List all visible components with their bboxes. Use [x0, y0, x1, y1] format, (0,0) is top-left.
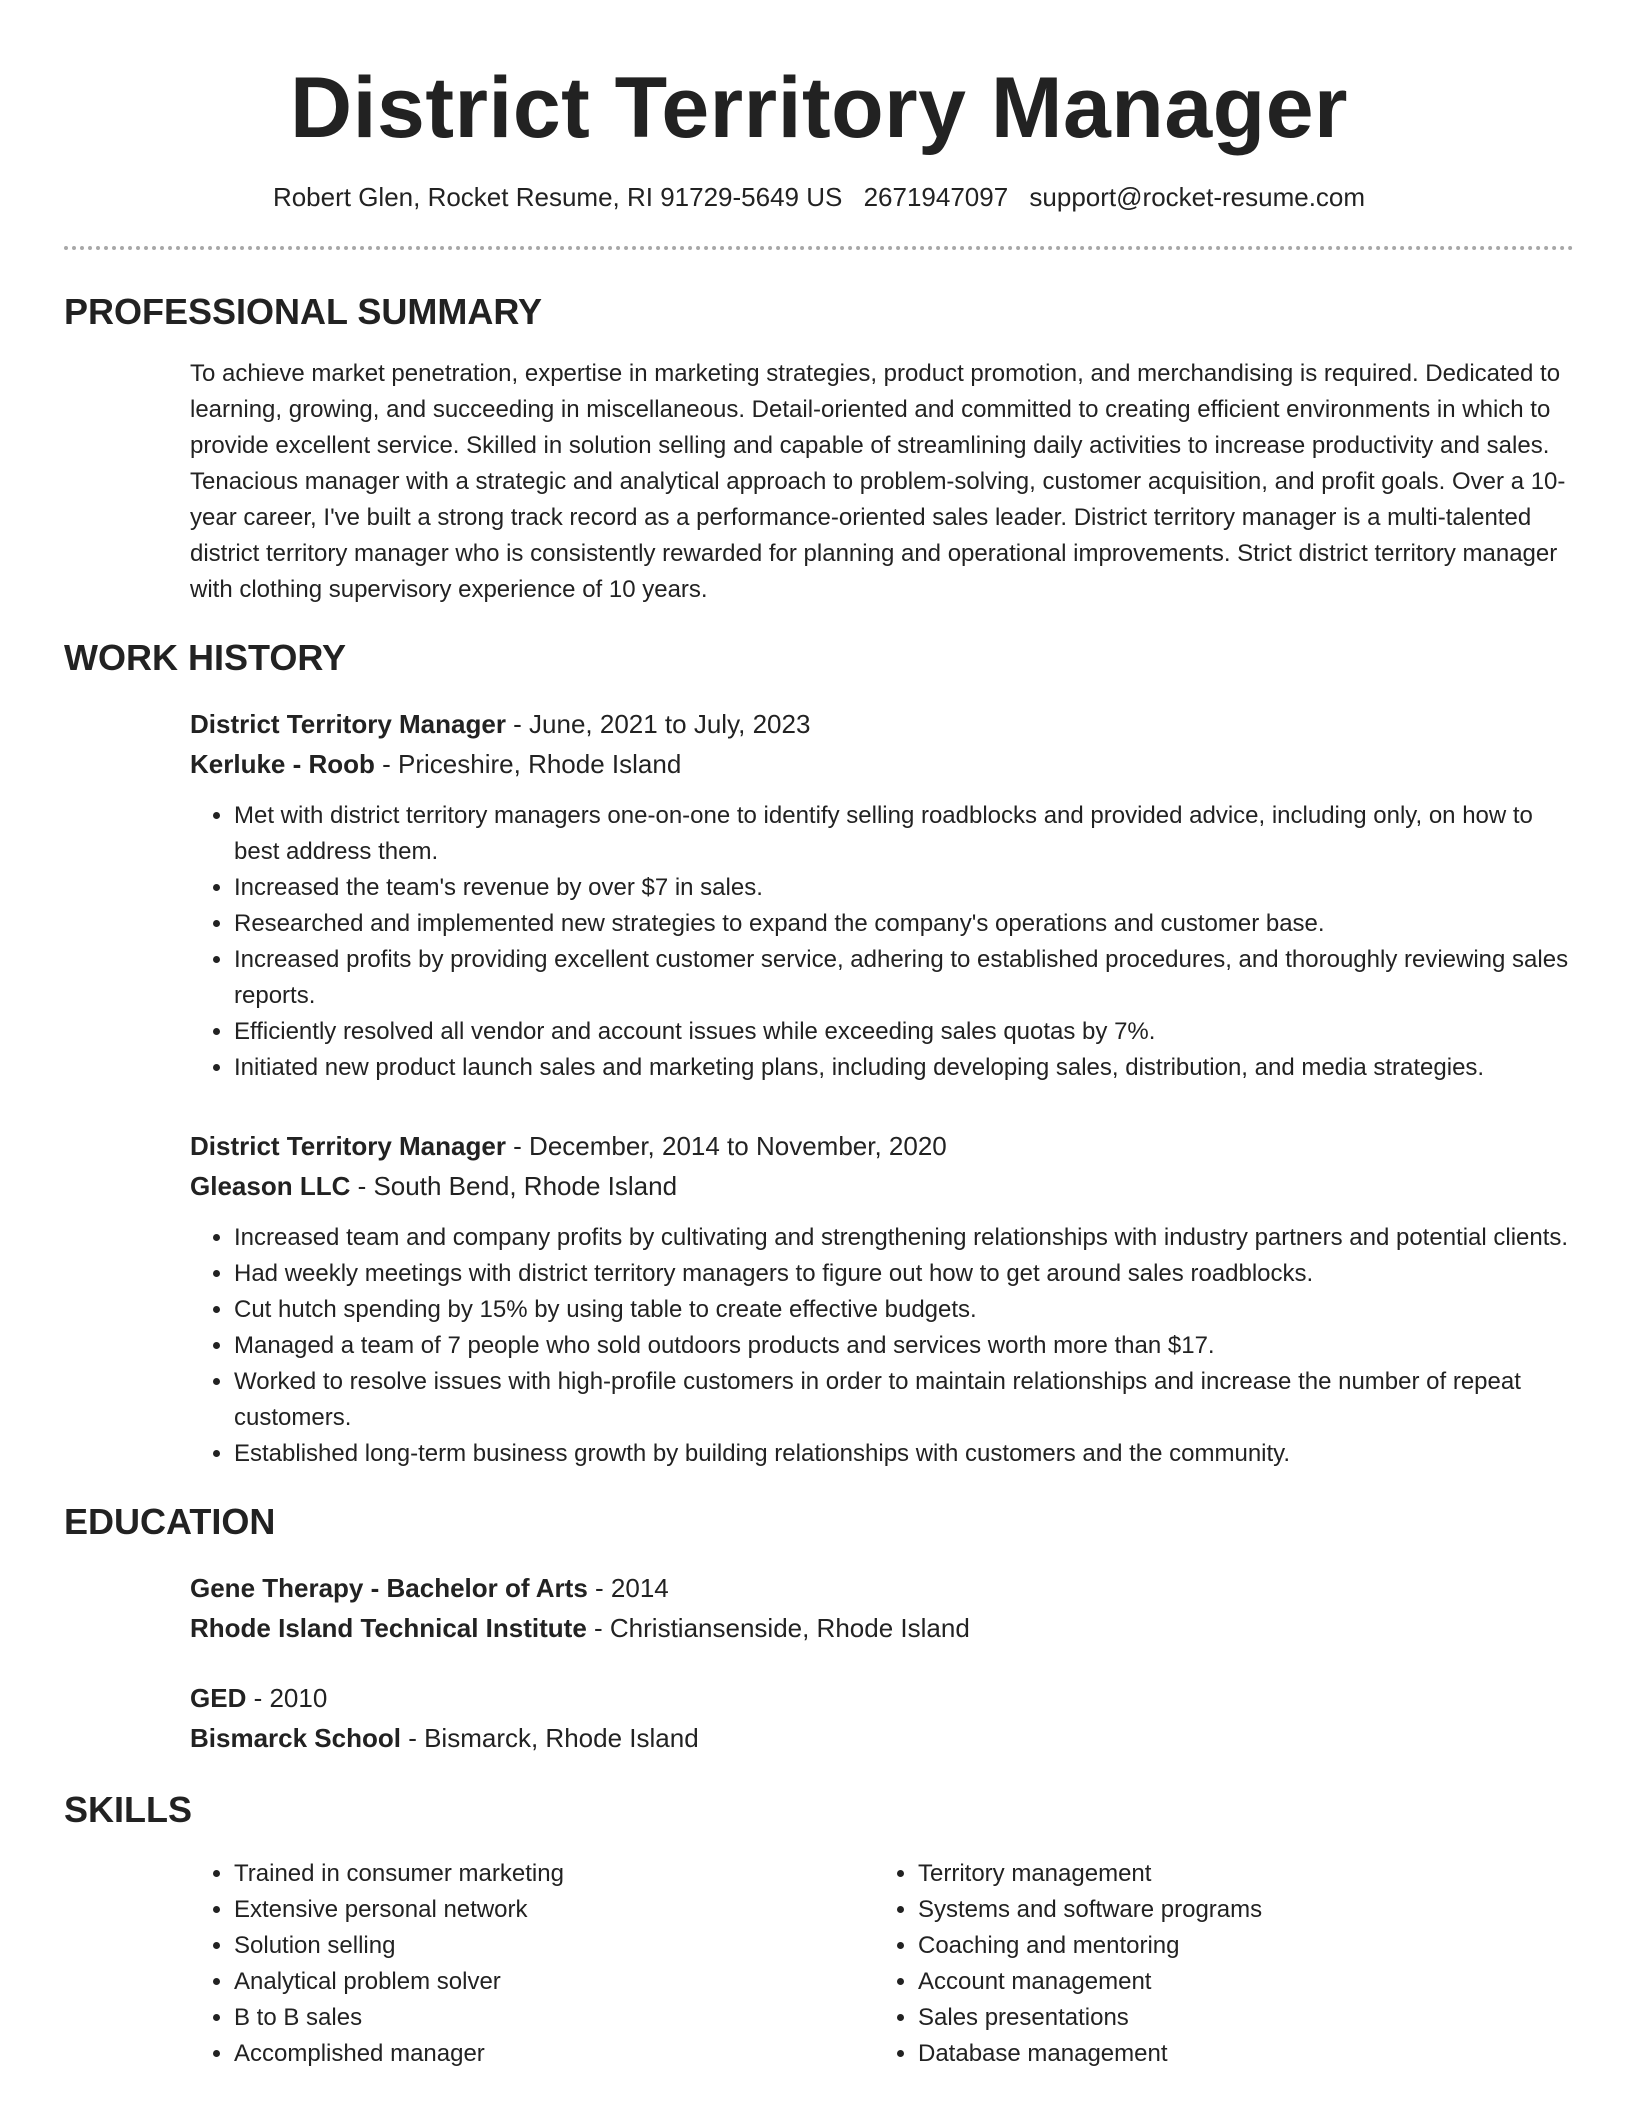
list-item: • Managed a team of 7 people who sold outdoors products and services worth more than $17.: [234, 1328, 1574, 1364]
list-item: • Increased the team's revenue by over $7 in sales.: [234, 870, 1574, 906]
list-item: • Solution selling: [234, 1928, 874, 1964]
degree-name: GED: [190, 1683, 247, 1713]
job-bullets: [190, 1220, 1574, 1472]
summary-section: [64, 290, 1574, 608]
list-item: • Analytical problem solver: [234, 1964, 874, 2000]
degree-year: - 2010: [246, 1683, 328, 1713]
job-dates: - December, 2014 to November, 2020: [505, 1131, 947, 1161]
list-item: • Systems and software programs: [918, 1892, 1558, 1928]
degree-year: - 2014: [587, 1573, 669, 1603]
job-role: District Territory Manager: [190, 709, 506, 739]
list-item: • Extensive personal network: [234, 1892, 874, 1928]
contact-phone: 2671947097: [863, 182, 1009, 212]
education-heading: EDUCATION: [64, 1501, 276, 1542]
contact-line: [64, 180, 1574, 214]
school-line: [190, 1608, 1574, 1648]
school-line: [190, 1718, 1574, 1758]
job-location: - Priceshire, Rhode Island: [374, 749, 682, 779]
list-item: • Initiated new product launch sales and marketing plans, including developing sales, distribution, and media strategies.: [234, 1050, 1574, 1086]
list-item: • Account management: [918, 1964, 1558, 2000]
job-bullets: [190, 798, 1574, 1086]
list-item: • Efficiently resolved all vendor and account issues while exceeding sales quotas by 7%.: [234, 1014, 1574, 1050]
list-item: • Cut hutch spending by 15% by using table to create effective budgets.: [234, 1292, 1574, 1328]
job-entry: [190, 1126, 1574, 1472]
resume-page: [64, 0, 1574, 2072]
list-item: • Met with district territory managers one-on-one to identify selling roadblocks and provided advice, including only, on how to best address them.: [234, 798, 1574, 870]
school-location: - Christiansenside, Rhode Island: [586, 1613, 970, 1643]
skills-left-column: [190, 1856, 874, 2072]
job-company: Kerluke - Roob: [190, 749, 375, 779]
list-item: • Increased profits by providing excellent customer service, adhering to established procedures, and thoroughly reviewing sales reports.: [234, 942, 1574, 1014]
list-item: • B to B sales: [234, 2000, 874, 2036]
contact-email: support@rocket-resume.com: [1029, 182, 1366, 212]
education-section: [64, 1500, 1574, 1758]
degree-line: [190, 1678, 1574, 1718]
job-company-line: [190, 744, 1574, 784]
school-location: - Bismarck, Rhode Island: [400, 1723, 699, 1753]
degree-name: Gene Therapy - Bachelor of Arts: [190, 1573, 588, 1603]
summary-text: To achieve market penetration, expertise in marketing strategies, product promotion, and merchandising is required. Dedicated to learning, growing, and succeeding in miscellaneous. Detail-oriented and committed to creating efficient environments in which to provide excellent service. Skilled in solution selling and capable of streamlining daily activities to increase productivity and sales. Tenacious manager with a strategic and analytical approach to problem-solving, customer acquisition, and profit goals. Over a 10-year career, I've built a strong track record as a performance-oriented sales leader. District territory manager is a multi-talented district territory manager who is consistently rewarded for planning and operational improvements. Strict district territory manager with clothing supervisory experience of 10 years.: [190, 360, 1566, 603]
education-entry: [190, 1568, 1574, 1648]
job-location: - South Bend, Rhode Island: [350, 1171, 678, 1201]
list-item: • Coaching and mentoring: [918, 1928, 1558, 1964]
list-item: • Database management: [918, 2036, 1558, 2072]
skills-section: [64, 1788, 1574, 2072]
school-name: Rhode Island Technical Institute: [190, 1613, 587, 1643]
job-company-line: [190, 1166, 1574, 1206]
skills-right-column: [874, 1856, 1558, 2072]
list-item: • Established long-term business growth by building relationships with customers and the community.: [234, 1436, 1574, 1472]
job-role: District Territory Manager: [190, 1131, 506, 1161]
summary-heading: PROFESSIONAL SUMMARY: [64, 291, 543, 332]
list-item: • Accomplished manager: [234, 2036, 874, 2072]
header-divider: [64, 246, 1574, 250]
list-item: • Trained in consumer marketing: [234, 1856, 874, 1892]
job-entry: [190, 704, 1574, 1086]
skills-heading: SKILLS: [64, 1789, 193, 1830]
job-dates: - June, 2021 to July, 2023: [505, 709, 811, 739]
list-item: • Territory management: [918, 1856, 1558, 1892]
work-heading: WORK HISTORY: [64, 637, 347, 678]
job-title-line: [190, 1126, 1574, 1166]
education-entry: [190, 1678, 1574, 1758]
school-name: Bismarck School: [190, 1723, 401, 1753]
work-section: [64, 636, 1574, 1472]
degree-line: [190, 1568, 1574, 1608]
contact-address: Robert Glen, Rocket Resume, RI 91729-5649 US: [272, 182, 843, 212]
skills-grid: [190, 1856, 1574, 2072]
list-item: • Sales presentations: [918, 2000, 1558, 2036]
resume-title: District Territory Manager: [289, 60, 1349, 156]
list-item: • Worked to resolve issues with high-profile customers in order to maintain relationships and increase the number of repeat customers.: [234, 1364, 1574, 1436]
list-item: • Had weekly meetings with district territory managers to figure out how to get around sales roadblocks.: [234, 1256, 1574, 1292]
job-title-line: [190, 704, 1574, 744]
job-company: Gleason LLC: [190, 1171, 351, 1201]
list-item: • Increased team and company profits by cultivating and strengthening relationships with industry partners and potential clients.: [234, 1220, 1574, 1256]
list-item: • Researched and implemented new strategies to expand the company's operations and customer base.: [234, 906, 1574, 942]
